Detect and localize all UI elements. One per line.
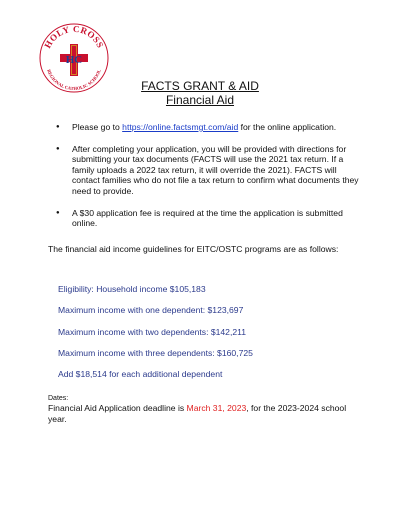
page-subtitle: Financial Aid — [165, 93, 235, 107]
logo-arc-top-text: HOLY CROSS — [42, 23, 106, 50]
dates-label: Dates: — [48, 395, 69, 402]
list-item: ● Please go to https://online.factsmgt.com/aid for the online application. — [54, 122, 364, 133]
logo-monogram: HC — [65, 54, 83, 66]
guideline-item: Maximum income with one dependent: $123,697 — [58, 305, 244, 316]
income-guidelines — [58, 284, 253, 390]
deadline-date: March 31, 2023 — [186, 403, 247, 413]
page-title: FACTS GRANT & AID — [141, 79, 259, 93]
logo-arc-bottom-text: REGIONAL CATHOLIC SCHOOL — [46, 68, 102, 92]
guidelines-intro: The financial aid income guidelines for EITC/OSTC programs are as follows: — [48, 244, 339, 254]
deadline-text: Financial Aid Application deadline is March 31, 2023, for the 2023-2024 school year. — [48, 403, 347, 424]
guideline-item: Add $18,514 for each additional dependent — [58, 369, 223, 380]
list-item: ● A $30 application fee is required at the time the application is submitted online. — [54, 208, 364, 229]
title-block — [0, 79, 400, 108]
list-item: ● After completing your application, you will be provided with directions for submitting your tax documents (FACTS will use the 2021 tax return. If a family uploads a 2022 tax return, it will override the 2021). FACTS will contact families who do not file a tax return to confirm what documents they need to provide. — [54, 144, 364, 197]
guideline-item: Maximum income with two dependents: $142,211 — [58, 326, 247, 337]
instructions-list — [54, 122, 364, 240]
application-link[interactable]: https://online.factsmgt.com/aid — [122, 122, 239, 132]
guideline-item: Eligibility: Household income $105,183 — [58, 284, 206, 294]
guideline-item: Maximum income with three dependents: $160,725 — [58, 347, 253, 358]
